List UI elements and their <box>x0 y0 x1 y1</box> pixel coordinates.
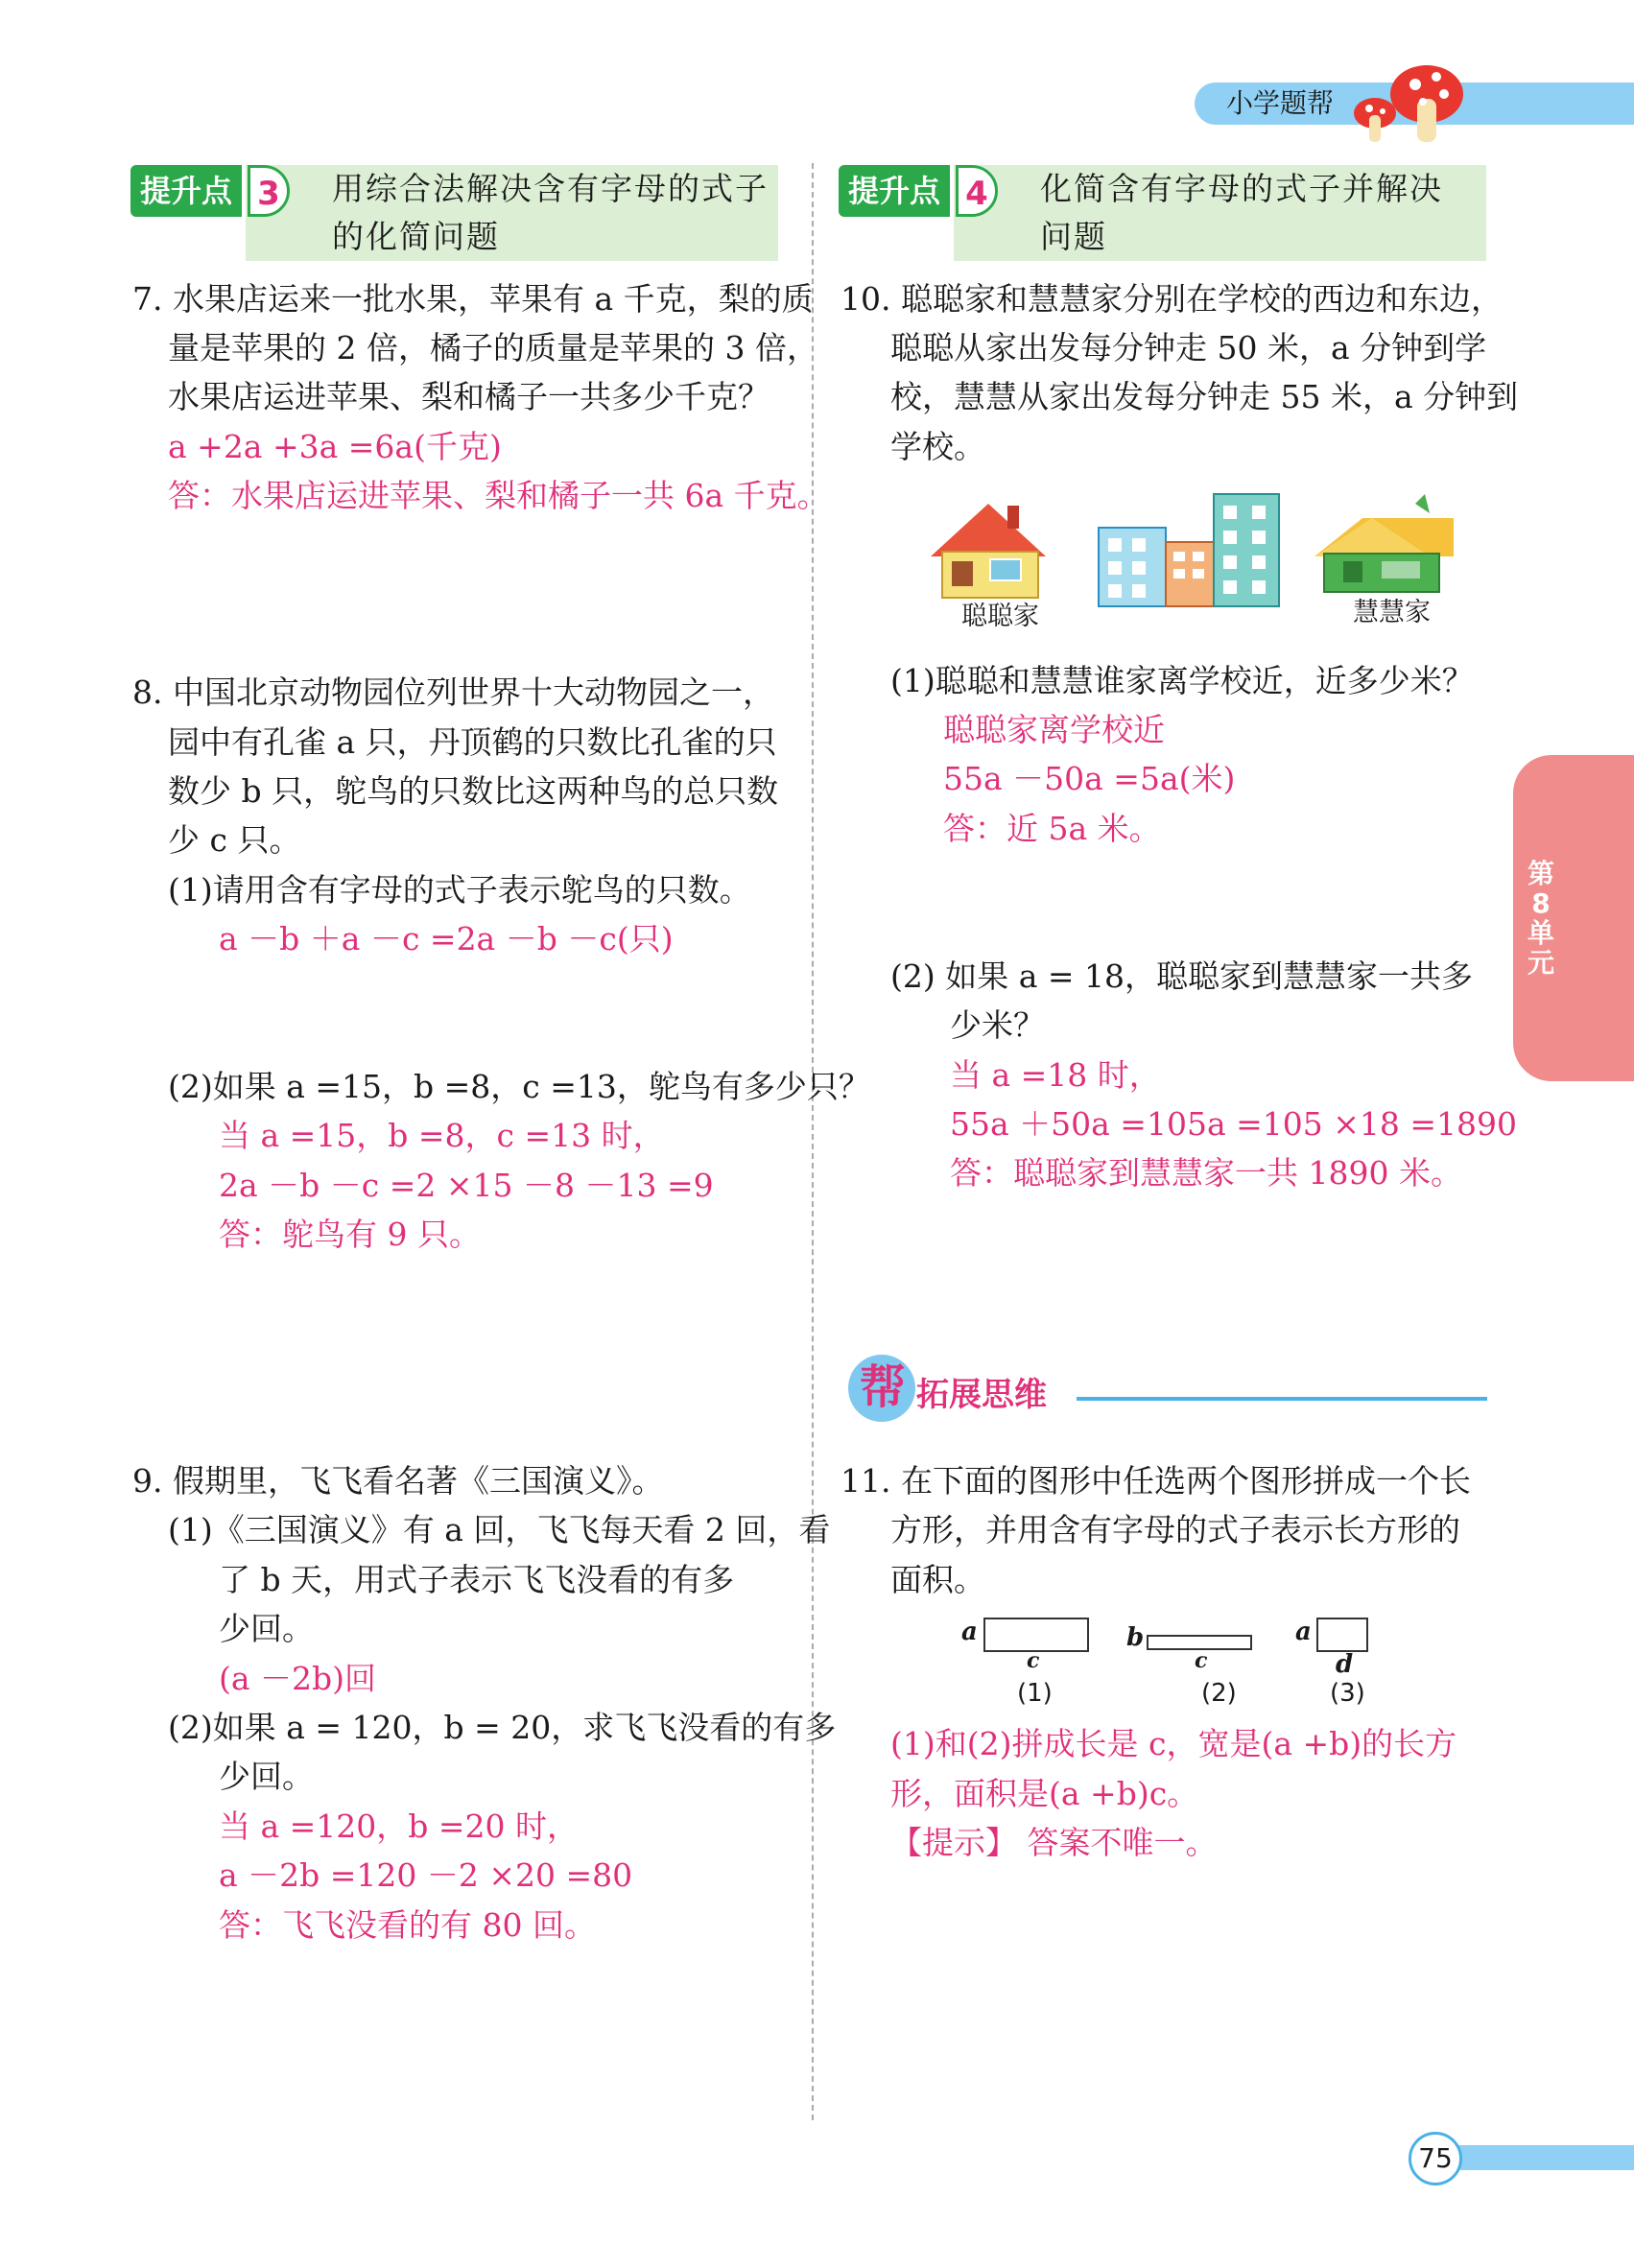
q9-part2-line-2: 少回。 <box>219 1758 314 1795</box>
q10-part2-answer-2: 55a ＋50a =105a =105 ×18 =1890 <box>950 1105 1518 1143</box>
q10-line-3: 校，慧慧从家出发每分钟走 55 米，a 分钟到 <box>890 378 1519 415</box>
q9-part1-answer: (a －2b)回 <box>219 1660 377 1697</box>
q7-answer-2: 答：水果店运进苹果、梨和橘子一共 6a 千克。 <box>168 477 829 514</box>
section4-tag: 提升点 <box>839 165 950 217</box>
shape3-side-label: a <box>1295 1618 1312 1646</box>
q10-part2-line-1: (2) 如果 a = 18，聪聪家到慧慧家一共多 <box>890 957 1474 995</box>
q9-part1-line-2: 了 b 天，用式子表示飞飞没看的有多 <box>219 1561 735 1598</box>
q8-part1-answer: a －b ＋a －c =2a －b －c(只) <box>219 920 674 957</box>
expand-title: 拓展思维 <box>916 1376 1047 1414</box>
q8-line-1: 8. 中国北京动物园位列世界十大动物园之一， <box>132 673 774 711</box>
q9-part2-answer-1: 当 a =120，b =20 时， <box>219 1807 580 1845</box>
q11-line-2: 方形，并用含有字母的式子表示长方形的 <box>890 1511 1460 1548</box>
q9-line-1: 9. 假期里，飞飞看名著《三国演义》。 <box>132 1462 664 1500</box>
footer-band <box>1449 2145 1634 2170</box>
shape3-bottom-label: d <box>1336 1650 1354 1679</box>
shape2-caption: (2) <box>1201 1679 1237 1708</box>
shape2-side-label: b <box>1126 1623 1145 1652</box>
unit-side-tab-label: 第 8 单 元 <box>1527 858 1554 979</box>
q10-part2-answer-1: 当 a =18 时， <box>950 1056 1161 1094</box>
q10-part2-answer-3: 答：聪聪家到慧慧家一共 1890 米。 <box>950 1154 1462 1192</box>
q7-line-2: 量是苹果的 2 倍，橘子的质量是苹果的 3 倍， <box>168 329 818 366</box>
q9-part1-line-1: (1)《三国演义》有 a 回，飞飞每天看 2 回，看 <box>168 1511 831 1548</box>
q11-answer-1: (1)和(2)拼成长是 c，宽是(a +b)的长方 <box>890 1725 1457 1762</box>
section3-tag: 提升点 <box>130 165 242 217</box>
q11-line-3: 面积。 <box>890 1561 985 1598</box>
q10-line-1: 10. 聪聪家和慧慧家分别在学校的西边和东边， <box>841 280 1503 318</box>
shape2-bottom-label: c <box>1195 1648 1208 1673</box>
expand-icon: 帮 <box>860 1360 907 1414</box>
q11-answer-3: 【提示】 答案不唯一。 <box>890 1824 1218 1861</box>
q7-line-1: 7. 水果店运来一批水果，苹果有 a 千克，梨的质 <box>132 280 814 318</box>
shape1-side-label: a <box>961 1618 978 1646</box>
q8-part2: (2)如果 a =15，b =8，c =13，鸵鸟有多少只？ <box>168 1068 870 1105</box>
shape3-rect <box>1316 1618 1368 1652</box>
q10-part2-line-2: 少米？ <box>950 1006 1045 1044</box>
q10-line-2: 聪聪从家出发每分钟走 50 米，a 分钟到学 <box>890 329 1487 366</box>
page-number: 75 <box>1418 2142 1453 2174</box>
q10-part1-answer-3: 答：近 5a 米。 <box>943 810 1161 847</box>
q8-part1: (1)请用含有字母的式子表示鸵鸟的只数。 <box>168 871 751 909</box>
column-divider <box>812 163 814 2120</box>
shape1-bottom-label: c <box>1027 1648 1040 1673</box>
mushroom-icon <box>1348 56 1473 147</box>
q9-part2-answer-2: a －2b =120 －2 ×20 =80 <box>219 1856 633 1894</box>
q8-line-4: 少 c 只。 <box>168 821 301 859</box>
section3-number: 3 <box>248 165 290 217</box>
header-brand: 小学题帮 <box>1226 87 1335 119</box>
shape3-caption: (3) <box>1330 1679 1365 1708</box>
q8-line-2: 园中有孔雀 a 只，丹顶鹤的只数比孔雀的只 <box>168 723 777 761</box>
shape1-rect <box>983 1618 1089 1652</box>
q10-part1-answer-2: 55a －50a =5a(米) <box>943 760 1236 797</box>
section4-number: 4 <box>956 165 998 217</box>
q8-part2-answer-3: 答：鸵鸟有 9 只。 <box>219 1216 481 1253</box>
q9-part1-line-3: 少回。 <box>219 1610 314 1647</box>
q10-line-4: 学校。 <box>890 428 985 465</box>
q9-part2-line-1: (2)如果 a = 120，b = 20，求飞飞没看的有多 <box>168 1709 837 1746</box>
illus-right-label: 慧慧家 <box>1353 598 1431 627</box>
q11-answer-2: 形，面积是(a +b)c。 <box>890 1775 1199 1812</box>
section3-title: 用综合法解决含有字母的式子 的化简问题 <box>332 170 769 255</box>
section4-title: 化简含有字母的式子并解决 问题 <box>1040 170 1443 255</box>
q10-part1-answer-1: 聪聪家离学校近 <box>943 711 1165 748</box>
q9-part2-answer-3: 答：飞飞没看的有 80 回。 <box>219 1906 596 1944</box>
q8-part2-answer-2: 2a －b －c =2 ×15 －8 －13 =9 <box>219 1167 714 1204</box>
q8-part2-answer-1: 当 a =15，b =8，c =13 时， <box>219 1117 665 1154</box>
illus-left-label: 聪聪家 <box>961 602 1039 631</box>
q11-line-1: 11. 在下面的图形中任选两个图形拼成一个长 <box>841 1462 1471 1500</box>
q7-answer-1: a +2a +3a =6a(千克) <box>168 428 502 465</box>
q8-line-3: 数少 b 只，鸵鸟的只数比这两种鸟的总只数 <box>168 772 779 810</box>
q7-line-3: 水果店运进苹果、梨和橘子一共多少千克？ <box>168 378 770 415</box>
q10-part1: (1)聪聪和慧慧谁家离学校近，近多少米？ <box>890 662 1474 699</box>
shape1-caption: (1) <box>1017 1679 1053 1708</box>
expand-rule <box>1077 1397 1487 1401</box>
